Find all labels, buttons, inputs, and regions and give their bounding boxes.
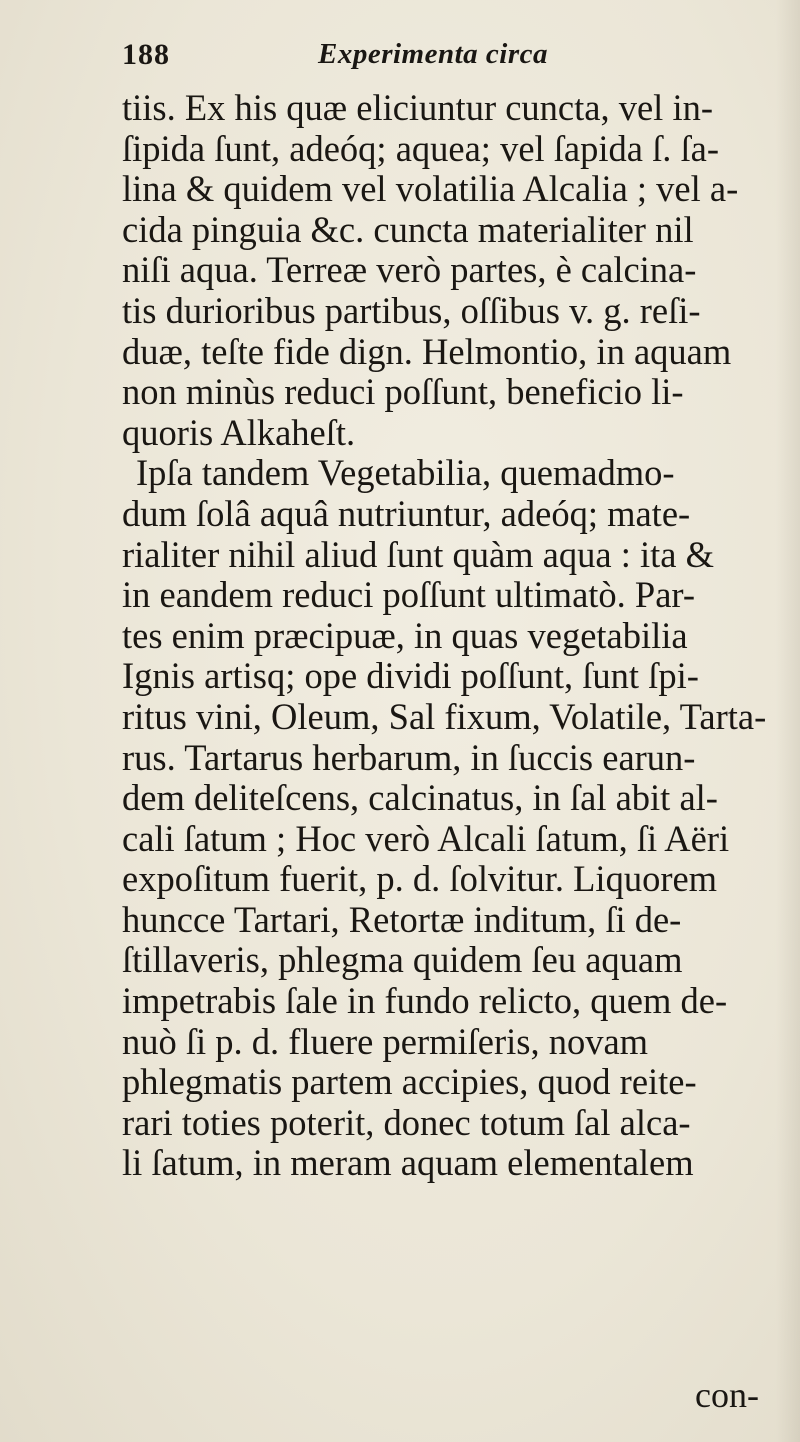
text-line: ritus vini, Oleum, Sal fixum, Volatile, Tarta- [122, 696, 767, 737]
text-line: cali ſatum ; Hoc verò Alcali ſatum, ſi Aëri [122, 818, 730, 859]
text-line: phlegmatis partem accipies, quod reite- [122, 1062, 697, 1103]
page-number: 188 [122, 38, 170, 71]
paragraph-first-line: Ipſa tandem Vegetabilia, quemadmo- [136, 453, 675, 494]
text-line: dem deliteſcens, calcinatus, in ſal abit al- [122, 778, 718, 819]
text-line: rus. Tartarus herbarum, in ſuccis earun- [122, 737, 696, 778]
text-line: nuò ſi p. d. fluere permiſeris, novam [122, 1021, 649, 1062]
catchword: con- [695, 1375, 759, 1415]
text-line: rari toties poterit, donec totum ſal alca- [122, 1102, 691, 1143]
text-line: tis durioribus partibus, oſſibus v. g. reſi- [122, 290, 701, 331]
text-line: ſipida ſunt, adeóq; aquea; vel ſapida ſ. ſa- [122, 128, 719, 169]
text-line: impetrabis ſale in fundo relicto, quem de- [122, 981, 728, 1022]
running-head: Experimenta circa [318, 38, 549, 70]
text-line: duæ, teſte fide dign. Helmontio, in aquam [122, 331, 732, 372]
text-line: niſi aqua. Terreæ verò partes, è calcina- [122, 250, 697, 291]
page-edge-shadow [776, 0, 800, 1442]
text-line: quoris Alkaheſt. [122, 412, 356, 453]
text-line: rialiter nihil aliud ſunt quàm aqua : ita & [122, 534, 714, 575]
text-line: huncce Tartari, Retortæ inditum, ſi de- [122, 899, 682, 940]
text-line: lina & quidem vel volatilia Alcalia ; vel a- [122, 169, 739, 210]
text-line: tes enim præcipuæ, in quas vegetabilia [122, 615, 688, 656]
text-line: tiis. Ex his quæ eliciuntur cuncta, vel in- [122, 88, 713, 128]
text-line: dum ſolâ aquâ nutriuntur, adeóq; mate- [122, 493, 691, 534]
text-line: ſtillaveris, phlegma quidem ſeu aquam [122, 940, 683, 981]
text-line: Ignis artisq; ope dividi poſſunt, ſunt ſpi- [122, 656, 699, 697]
body-text [122, 88, 772, 1184]
text-line: cida pinguia &c. cuncta materialiter nil [122, 209, 694, 250]
text-line: li ſatum, in meram aquam elementalem [122, 1143, 694, 1184]
page-header [0, 0, 800, 90]
text-line: non minùs reduci poſſunt, beneficio li- [122, 372, 684, 413]
text-line: expoſitum fuerit, p. d. ſolvitur. Liquorem [122, 859, 718, 900]
text-line: in eandem reduci poſſunt ultimatò. Par- [122, 575, 695, 616]
